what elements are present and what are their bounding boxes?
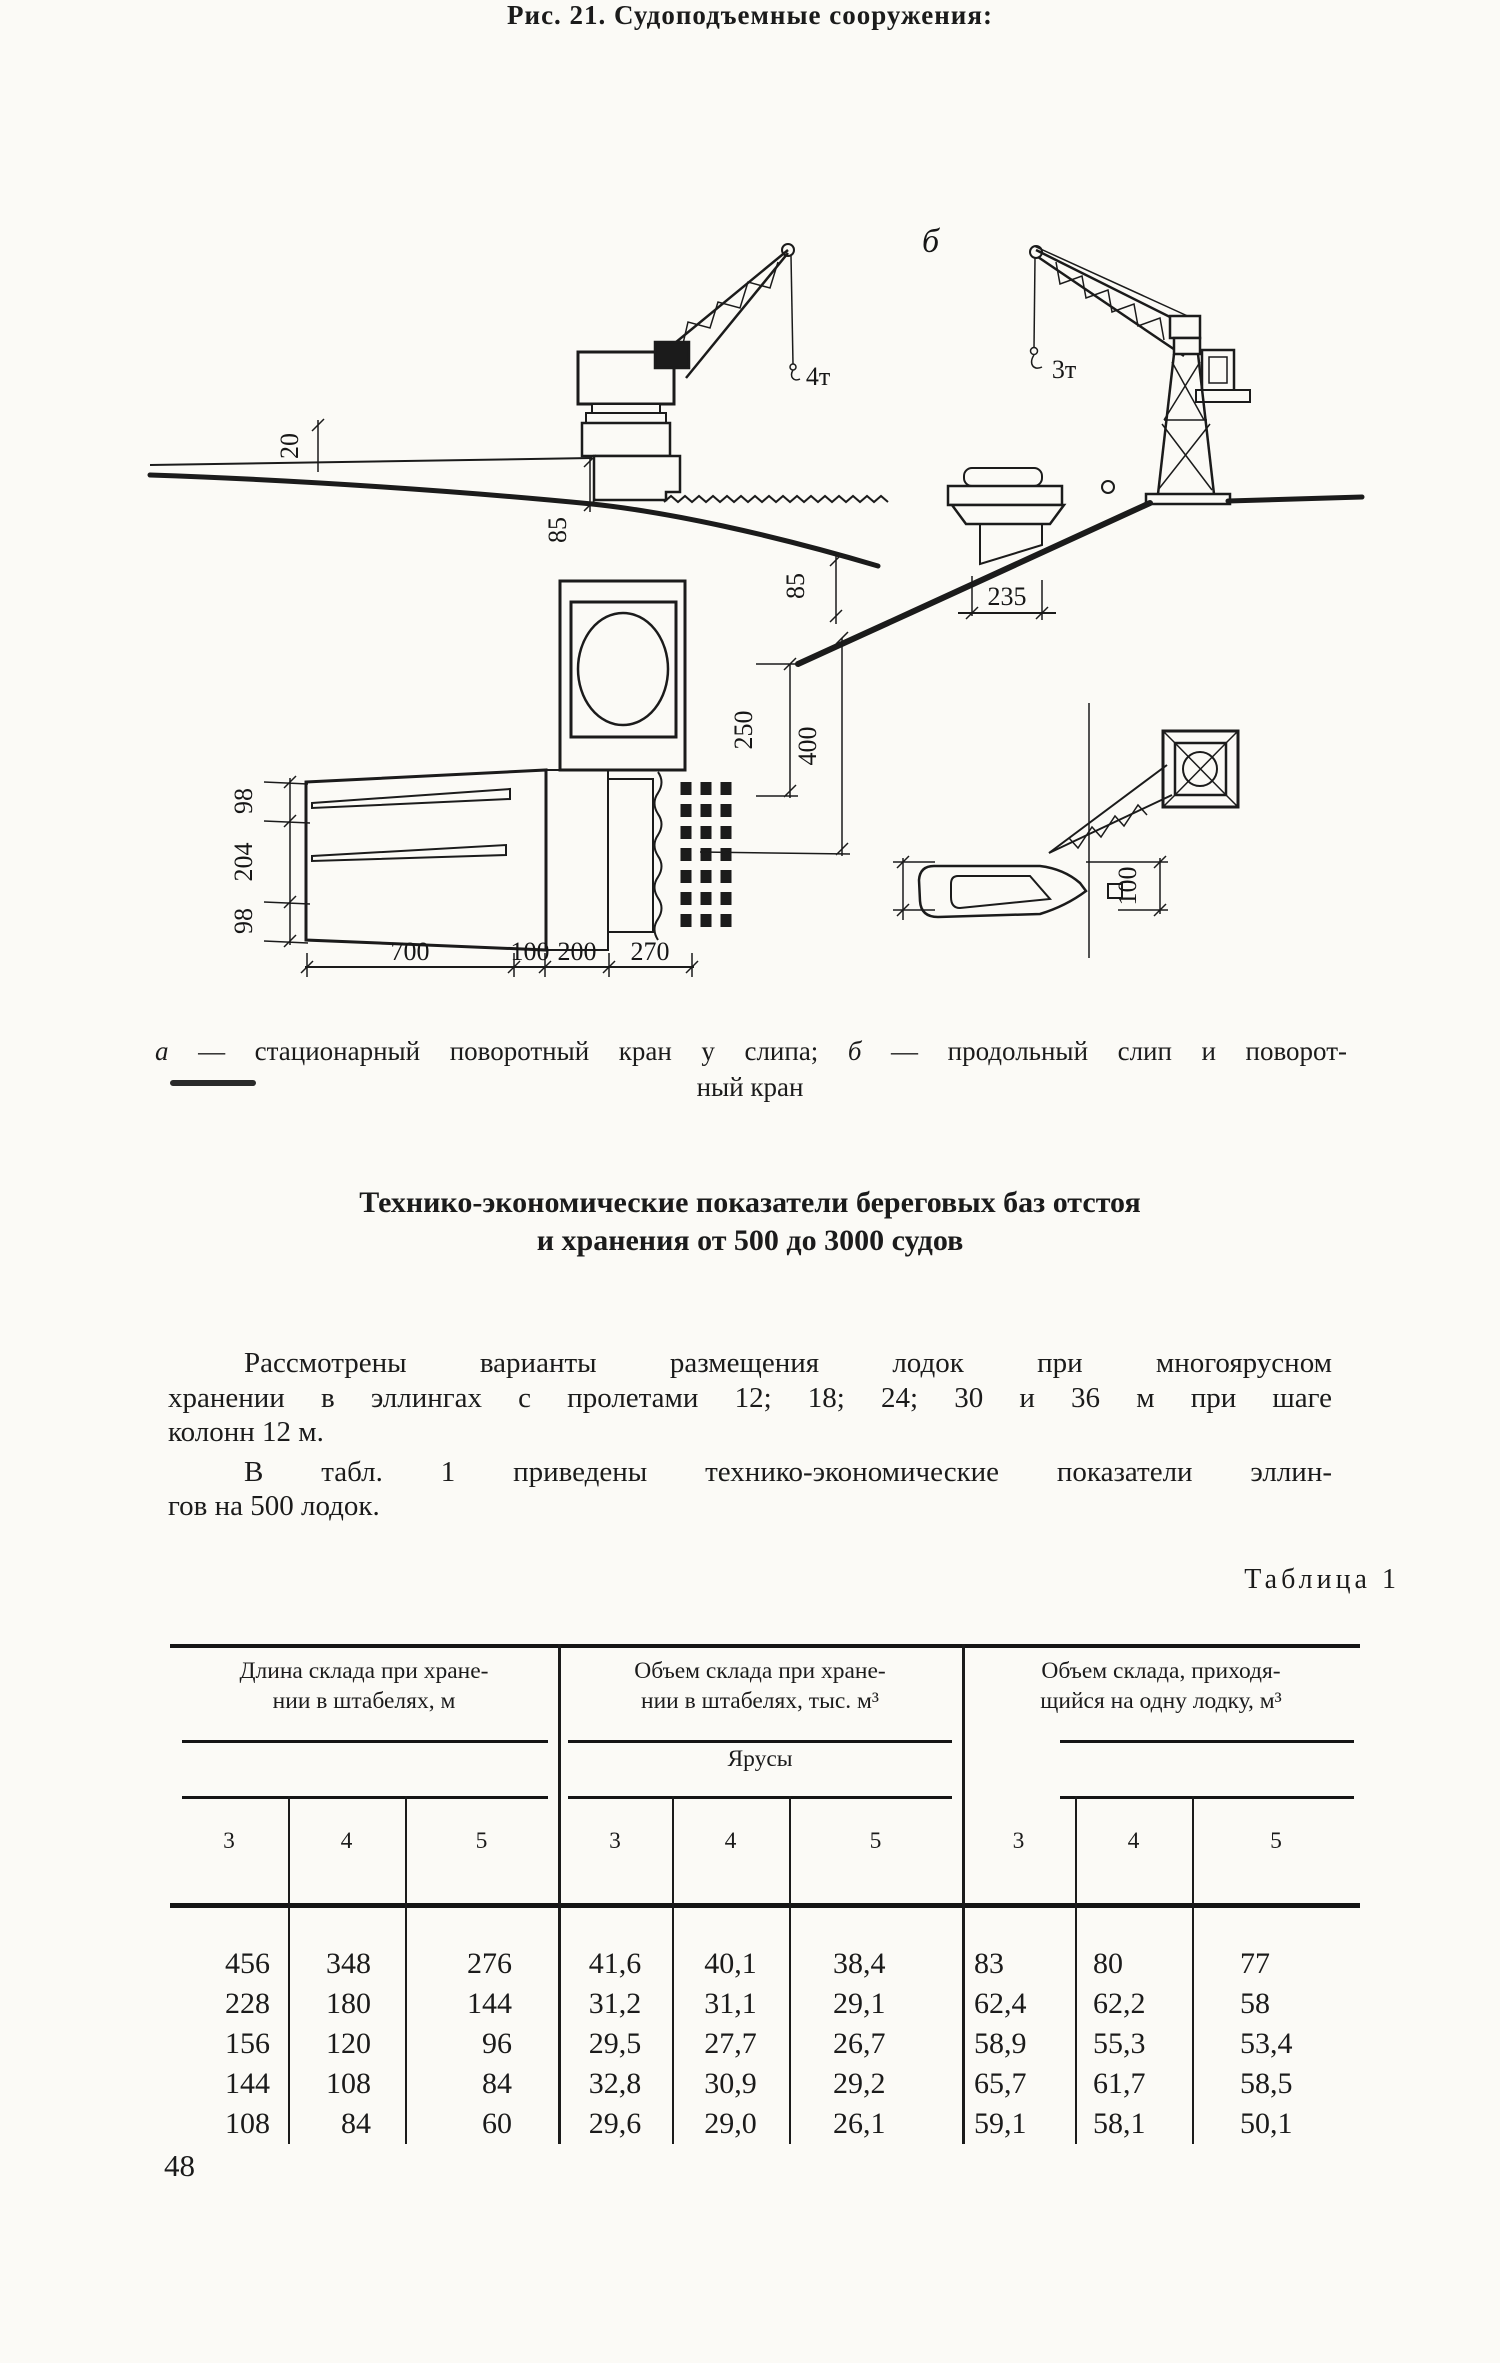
table-cell: 108 xyxy=(326,2067,371,2100)
tier-header-cell: 4 xyxy=(724,1828,737,1854)
part-b-label: б xyxy=(922,223,940,260)
section-heading-line2: и хранения от 500 до 3000 судов xyxy=(536,1224,964,1257)
dim-400-label: 400 xyxy=(793,726,822,766)
group1-rule-lower xyxy=(182,1796,548,1799)
table-cell: 55,3 xyxy=(1093,2027,1146,2060)
group3-rule-upper xyxy=(1060,1740,1354,1743)
crane-b-capacity-label: 3т xyxy=(1051,355,1077,384)
table-cell: 108 xyxy=(225,2107,270,2140)
table-cell: 29,0 xyxy=(704,2107,757,2140)
table-row xyxy=(170,2104,1360,2144)
figure-caption-line2: ный кран xyxy=(696,1072,804,1102)
table-cell: 348 xyxy=(326,1947,371,1980)
table-cell: 61,7 xyxy=(1093,2067,1146,2100)
figure-drawings xyxy=(0,0,1500,1000)
data-table xyxy=(170,1644,1360,2149)
table-cell: 96 xyxy=(482,2027,512,2060)
group2-rule-lower xyxy=(568,1796,952,1799)
table-cell: 31,1 xyxy=(704,1987,757,2020)
dim-235-label: 235 xyxy=(987,582,1027,611)
table-cell: 38,4 xyxy=(833,1947,886,1980)
crane-b-plan xyxy=(893,703,1238,958)
table-cell: 456 xyxy=(225,1947,270,1980)
column-group1-header xyxy=(170,1656,558,1716)
table-cell: 84 xyxy=(482,2067,512,2100)
table-cell: 29,5 xyxy=(588,2027,642,2060)
dim-100-label: 100 xyxy=(510,937,550,966)
paragraph1-line1: Рассмотрены варианты размещения лодок при многоярусном xyxy=(244,1347,1332,1379)
figure-caption-line1 xyxy=(155,1036,1347,1067)
dim-85-plan-label: 85 xyxy=(781,573,810,599)
caption-part-b-text: — продольный слип и поворот- xyxy=(861,1036,1347,1066)
tier-header-cell: 3 xyxy=(223,1828,235,1854)
caption-part-a-letter: а xyxy=(155,1036,169,1066)
table-label: Таблица 1 xyxy=(1244,1564,1400,1595)
table-row xyxy=(170,1984,1360,2024)
table-cell: 59,1 xyxy=(974,2107,1027,2140)
table-cell: 26,7 xyxy=(833,2027,886,2060)
table-cell: 32,8 xyxy=(588,2067,642,2100)
table-cell: 180 xyxy=(326,1987,371,2020)
tier-header-cell: 3 xyxy=(609,1828,621,1854)
table-cell: 144 xyxy=(225,2067,270,2100)
table-cell: 80 xyxy=(1093,1947,1123,1980)
slip-plan xyxy=(229,552,850,977)
table-cell: 84 xyxy=(341,2107,371,2140)
table-row xyxy=(170,1944,1360,1984)
paragraph2-line1: В табл. 1 приведены технико-экономические показатели эллин- xyxy=(244,1455,1332,1488)
tier-header-cell: 5 xyxy=(869,1828,882,1854)
dim-98-top-label: 98 xyxy=(229,788,258,814)
table-cell: 27,7 xyxy=(704,2027,757,2060)
group1-rule-upper xyxy=(182,1740,548,1743)
table-cell: 58,1 xyxy=(1093,2107,1146,2140)
table-cell: 77 xyxy=(1240,1947,1270,1980)
dim-204-label: 204 xyxy=(229,842,258,882)
tiers-subheader: Ярусы xyxy=(727,1746,793,1772)
table-cell: 53,4 xyxy=(1240,2027,1293,2060)
table-cell: 50,1 xyxy=(1240,2107,1293,2140)
table-cell: 144 xyxy=(467,1987,512,2020)
group2-header-line2: нии в штабелях, тыс. м³ xyxy=(641,1688,879,1714)
column-group2-header xyxy=(558,1656,962,1716)
table-top-rule xyxy=(170,1644,1360,1648)
dim-700-label: 700 xyxy=(390,937,430,966)
group3-rule-lower xyxy=(1060,1796,1354,1799)
figure-caption-title: Рис. 21. Судоподъемные сооружения: xyxy=(507,0,993,30)
tier-header-row xyxy=(170,1828,1360,1855)
group1-header-line2: нии в штабелях, м xyxy=(272,1688,456,1714)
table-cell: 276 xyxy=(467,1947,512,1980)
table-cell: 29,6 xyxy=(588,2107,642,2140)
table-cell: 26,1 xyxy=(833,2107,886,2140)
tier-header-cell: 5 xyxy=(475,1828,488,1854)
dim-100-plan-label: 100 xyxy=(1113,866,1142,906)
table-cell: 58,9 xyxy=(974,2027,1027,2060)
caption-part-a-text: — стационарный поворотный кран у слипа; xyxy=(168,1036,848,1066)
table-cell: 31,2 xyxy=(588,1987,642,2020)
table-cell: 228 xyxy=(225,1987,270,2020)
table-header-rule xyxy=(170,1903,1360,1908)
table-cell: 58 xyxy=(1240,1987,1270,2020)
table-cell: 29,2 xyxy=(833,2067,886,2100)
table-cell: 30,9 xyxy=(704,2067,757,2100)
section-heading-line1: Технико-экономические показатели береговых баз отстоя xyxy=(359,1186,1141,1219)
table-cell: 29,1 xyxy=(833,1987,886,2020)
paragraph2-line2: гов на 500 лодок. xyxy=(168,1490,380,1522)
table-cell: 62,2 xyxy=(1093,1987,1146,2020)
crane-b-elevation xyxy=(798,223,1362,664)
table-cell: 62,4 xyxy=(974,1987,1027,2020)
page-number: 48 xyxy=(164,2148,195,2183)
crane-a-capacity-label: 4т xyxy=(805,362,831,391)
body-text xyxy=(168,1346,1332,1524)
group2-rule-upper xyxy=(568,1740,952,1743)
table-cell: 58,5 xyxy=(1240,2067,1293,2100)
paragraph1-line3: колонн 12 м. xyxy=(168,1416,324,1448)
table-row xyxy=(170,2024,1360,2064)
group1-header-line1: Длина склада при хране- xyxy=(239,1658,489,1684)
group3-header-line2: щийся на одну лодку, м³ xyxy=(1040,1688,1282,1714)
tier-header-cell: 3 xyxy=(1012,1828,1025,1854)
table-cell: 40,1 xyxy=(704,1947,757,1980)
dim-20-label: 20 xyxy=(275,433,304,459)
tier-header-cell: 5 xyxy=(1270,1828,1282,1854)
dim-200-label: 200 xyxy=(557,937,597,966)
crane-a-elevation xyxy=(150,244,888,566)
table-body xyxy=(170,1944,1360,2144)
table-cell: 120 xyxy=(326,2027,371,2060)
group2-header-line1: Объем склада при хране- xyxy=(634,1658,886,1684)
scan-artifact xyxy=(170,1080,256,1086)
dim-250-label: 250 xyxy=(729,710,758,750)
table-cell: 60 xyxy=(482,2107,512,2140)
tier-header-cell: 4 xyxy=(1127,1828,1140,1854)
group3-header-line1: Объем склада, приходя- xyxy=(1041,1658,1281,1684)
dim-270-label: 270 xyxy=(630,937,670,966)
table-cell: 41,6 xyxy=(588,1947,642,1980)
tier-header-cell: 4 xyxy=(340,1828,353,1854)
paragraph1-line2: хранении в эллингах с пролетами 12; 18; 24; 30 и 36 м при шаге xyxy=(168,1381,1332,1414)
table-cell: 156 xyxy=(225,2027,270,2060)
table-cell: 83 xyxy=(974,1947,1004,1980)
dim-85-side-label: 85 xyxy=(543,517,572,543)
column-group3-header xyxy=(962,1656,1360,1716)
caption-part-b-letter: б xyxy=(847,1036,862,1066)
dim-98-bottom-label: 98 xyxy=(229,908,258,934)
table-row xyxy=(170,2064,1360,2104)
table-cell: 65,7 xyxy=(974,2067,1027,2100)
